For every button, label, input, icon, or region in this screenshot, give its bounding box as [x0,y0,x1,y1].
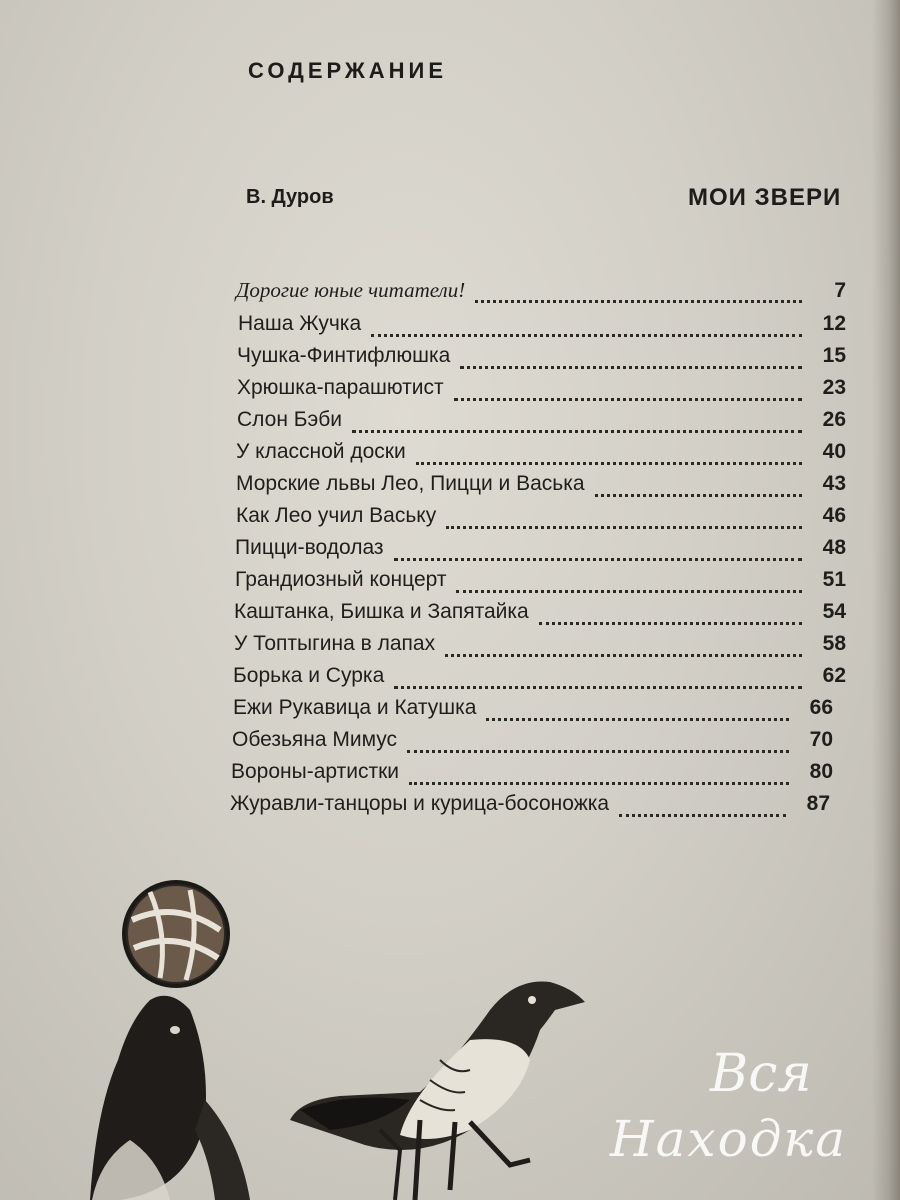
toc-entry [231,760,833,790]
toc-entry-title: Борька и Сурка [233,664,385,687]
dot-leader [454,398,802,401]
toc-entry-title: Дорогие юные читатели! [236,278,466,302]
contents-heading: СОДЕРЖАНИЕ [248,58,448,83]
toc-entry-title: Морские львы Лео, Пицци и Васька [236,472,585,495]
toc-entry [233,664,846,694]
toc-entry-page: 51 [822,568,846,591]
toc-entry [234,632,846,662]
author-name: В. Дуров [246,186,334,208]
dot-leader [445,654,802,657]
dot-leader [394,558,802,561]
toc-entry-title: Хрюшка-парашютист [237,376,444,399]
toc-entry-page: 46 [822,504,846,527]
toc-entry-page: 7 [834,279,846,302]
dot-leader [416,462,802,465]
dot-leader [371,334,802,337]
watermark-line-2: Находка [610,1110,848,1168]
dot-leader [456,590,802,593]
toc-entry-page: 54 [822,600,846,623]
toc-entry [235,536,846,566]
crow-icon [290,982,585,1200]
toc-entry [235,568,846,598]
toc-entry-page: 12 [822,312,846,335]
toc-entry-title: Грандиозный концерт [235,568,447,591]
toc-entry-title: Журавли-танцоры и курица-босоножка [230,792,610,815]
ball-icon [124,882,228,986]
sea-lion-icon [90,996,250,1200]
toc-entry-title: Как Лео учил Ваську [236,504,437,527]
dot-leader [407,750,789,753]
watermark-line-1: Вся [710,1044,812,1104]
toc-entry-page: 15 [822,344,846,367]
dot-leader [352,430,802,433]
toc-entry [233,696,833,726]
toc-entry-title: Каштанка, Бишка и Запятайка [234,600,529,623]
toc-entry [232,728,833,758]
toc-entry [236,278,846,308]
watermark-logo [570,1040,890,1190]
toc-entry-page: 40 [822,440,846,463]
toc-entry-page: 58 [822,632,846,655]
dot-leader [460,366,802,369]
toc-entry [230,792,830,822]
toc-entry-page: 48 [822,536,846,559]
toc-entry-page: 43 [822,472,846,495]
toc-entry-page: 23 [822,376,846,399]
dot-leader [409,782,789,785]
dot-leader [486,718,789,721]
toc-entry-page: 87 [806,792,830,815]
toc-entry-title: Слон Бэби [237,408,343,431]
toc-entry-page: 62 [822,664,846,687]
dot-leader [539,622,802,625]
book-title: МОИ ЗВЕРИ [688,184,842,211]
toc-entry-title: Обезьяна Мимус [232,728,398,751]
toc-entry-title: Ежи Рукавица и Катушка [233,696,477,719]
toc-entry [237,344,846,374]
toc-entry [237,376,846,406]
toc-entry-title: Чушка-Финтифлюшка [237,344,451,367]
toc-entry-title: Вороны-артистки [231,760,400,783]
toc-entry-page: 66 [809,696,833,719]
dot-leader [595,494,802,497]
dot-leader [394,686,802,689]
toc-entry-title: У классной доски [236,440,406,463]
toc-entry [238,312,846,342]
toc-entry [236,440,846,470]
toc-entry-page: 70 [809,728,833,751]
dot-leader [619,814,786,817]
toc-entry-title: У Топтыгина в лапах [234,632,436,655]
toc-entry-page: 26 [822,408,846,431]
dot-leader [475,300,802,303]
toc-entry [237,408,846,438]
toc-entry [234,600,846,630]
toc-entry-page: 80 [809,760,833,783]
toc-entry [236,472,846,502]
toc-entry [236,504,846,534]
toc-entry-title: Пицци-водолаз [235,536,384,559]
dot-leader [446,526,802,529]
toc-entry-title: Наша Жучка [238,312,362,335]
